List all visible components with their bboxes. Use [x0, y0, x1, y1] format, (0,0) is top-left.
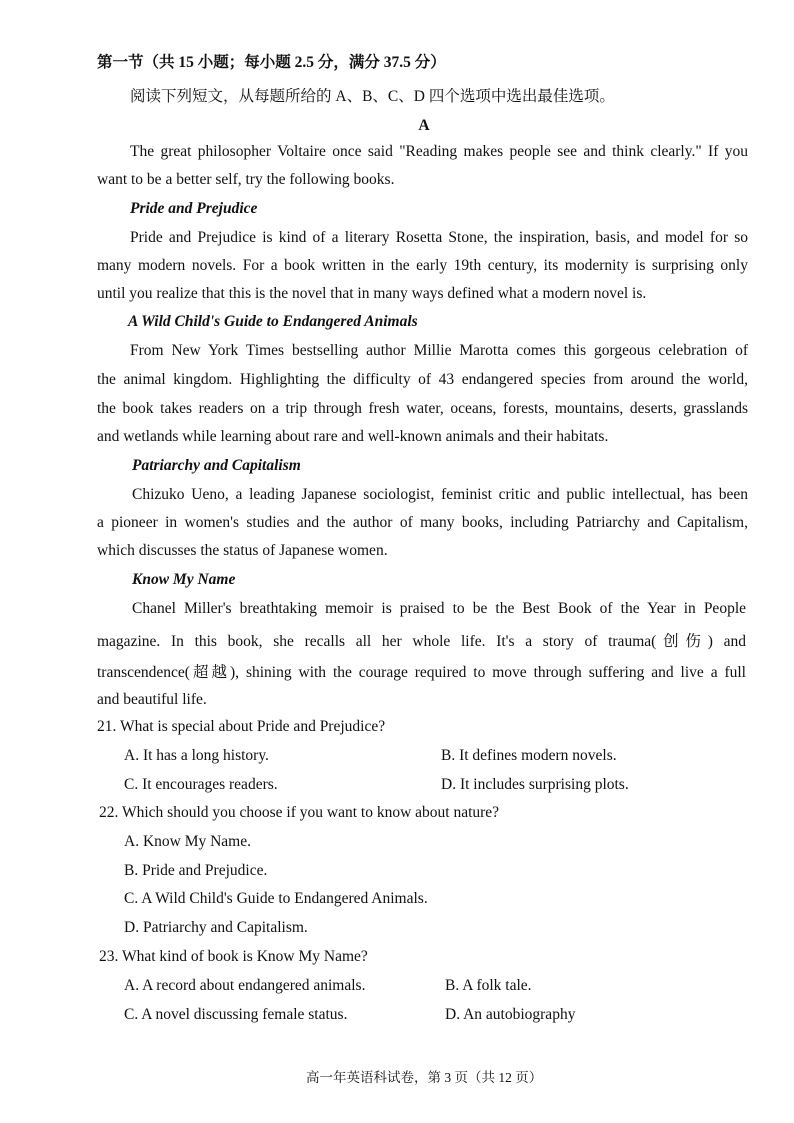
book-text-line: the animal kingdom. Highlighting the difficulty of 43 endangered species from around the world,: [97, 371, 748, 388]
book-text-line: many modern novels. For a book written in the early 19th century, its modernity is surprising only: [97, 257, 748, 274]
book-text-line: the book takes readers on a trip through fresh water, oceans, forests, mountains, deserts, grasslands: [97, 400, 748, 417]
book-text-line: and wetlands while learning about rare and well-known animals and their habitats.: [97, 428, 609, 445]
question-22-option-a[interactable]: A. Know My Name.: [124, 833, 251, 850]
book-title-patriarchy-and-capitalism: Patriarchy and Capitalism: [132, 457, 301, 474]
question-21-option-b[interactable]: B. It defines modern novels.: [441, 747, 617, 764]
page-footer: 高一年英语科试卷，第 3 页（共 12 页）: [306, 1070, 543, 1085]
question-23-option-d[interactable]: D. An autobiography: [445, 1006, 576, 1023]
question-23-stem: 23. What kind of book is Know My Name?: [99, 948, 368, 965]
question-23-option-b[interactable]: B. A folk tale.: [445, 977, 532, 994]
book-text-line: magazine. In this book, she recalls all her whole life. It's a story of trauma(创伤) and: [97, 633, 746, 650]
book-text-line: Chanel Miller's breathtaking memoir is praised to be the Best Book of the Year in People: [132, 600, 746, 617]
book-text-line: transcendence(超越), shining with the courage required to move through suffering and live a full: [97, 664, 746, 681]
intro-line: The great philosopher Voltaire once said "Reading makes people see and think clearly." If you: [130, 143, 748, 160]
book-text-line: a pioneer in women's studies and the author of many books, including Patriarchy and Capitalism,: [97, 514, 748, 531]
section-instruction: 阅读下列短文，从每题所给的 A、B、C、D 四个选项中选出最佳选项。: [130, 88, 615, 105]
question-22-stem: 22. Which should you choose if you want to know about nature?: [99, 804, 500, 821]
book-text-line: and beautiful life.: [97, 691, 207, 708]
question-22-option-b[interactable]: B. Pride and Prejudice.: [124, 862, 268, 879]
question-21-option-a[interactable]: A. It has a long history.: [124, 747, 269, 764]
question-21-option-c[interactable]: C. It encourages readers.: [124, 776, 278, 793]
question-21-stem: 21. What is special about Pride and Prejudice?: [97, 718, 386, 735]
question-23-option-a[interactable]: A. A record about endangered animals.: [124, 977, 366, 994]
question-22-option-c[interactable]: C. A Wild Child's Guide to Endangered Animals.: [124, 890, 428, 907]
book-title-pride-and-prejudice: Pride and Prejudice: [130, 200, 258, 217]
book-text-line: which discusses the status of Japanese women.: [97, 542, 388, 559]
question-23-option-c[interactable]: C. A novel discussing female status.: [124, 1006, 348, 1023]
question-21-option-d[interactable]: D. It includes surprising plots.: [441, 776, 629, 793]
book-title-know-my-name: Know My Name: [132, 571, 236, 588]
intro-line: want to be a better self, try the following books.: [97, 171, 395, 188]
question-22-option-d[interactable]: D. Patriarchy and Capitalism.: [124, 919, 308, 936]
book-text-line: until you realize that this is the novel that in many ways defined what a modern novel is.: [97, 285, 647, 302]
book-title-wild-childs-guide: A Wild Child's Guide to Endangered Animals: [128, 313, 418, 330]
book-text-line: From New York Times bestselling author Millie Marotta comes this gorgeous celebration of: [130, 342, 748, 359]
book-text-line: Pride and Prejudice is kind of a literary Rosetta Stone, the inspiration, basis, and model for so: [130, 229, 748, 246]
passage-label: A: [418, 117, 430, 134]
book-text-line: Chizuko Ueno, a leading Japanese sociologist, feminist critic and public intellectual, has been: [132, 486, 748, 503]
section-title: 第一节（共 15 小题；每小题 2.5 分，满分 37.5 分）: [97, 54, 446, 71]
